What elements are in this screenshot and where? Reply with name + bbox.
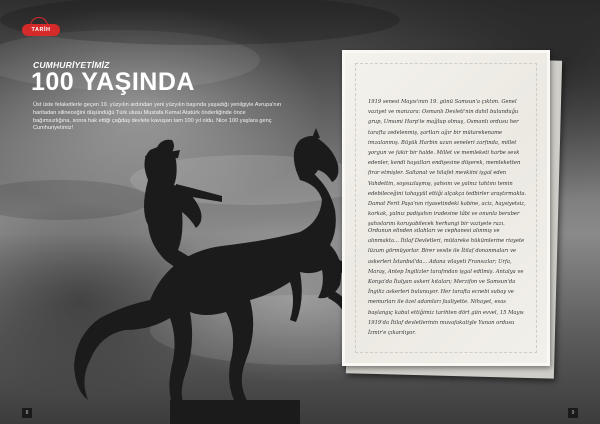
headline-kicker: CUMHURİYETİMİZ [33,60,110,70]
letter-paragraph-1: 1919 senesi Mayıs'ının 19. günü Samsun'a çıktım. Genel vaziyet ve manzara: Osmanlı Devleti'nin dahil bulunduğu grup, Umumi Harp'te mağlup olmuş, Osmanlı ordusu her tarafta zedelenmiş, şartları ağır bir mütarekename imzalanmış. Büyük Harbin uzun seneleri zarfında, millet yorgun ve fakir bir halde. Millet ve memleketi harbe sevk edenler, kendi hayatları endişesine düşerek, memleketten firar etmişler. Saltanat ve hilafet mevkiini işgal eden Vahdettin, soysuzlaşmış, şahsını ve yalnız tahtını temin edebileceğini tahayyül ettiği alçakça tedbirler araştırmakta. Damat Ferit Paşa'nın riyasetindeki kabine, aciz, haysiyetsiz, korkak, yalnız padişahın iradesine tâbi ve onunla beraber şahıslarını koruyabilecek herhangi bir vaziyete razı. [368,99,527,228]
intro-paragraph: Üst üste felaketlerle geçen 19. yüzyılın ardından yeni yüzyılın başında yaşadığı yenilgiyle Avrupa'nın haritadan silineceğini düşündüğü Türk ulusu Mustafa Kemal Atatürk önderliğinde önce bağımsızlığına, sonra hak ettiği çağdaş devlete kavuşan tam 100 yıl oldu. Nice 100 yaşlara genç Cumhuriyetimiz! [33,102,282,132]
page-number-right: 9 [568,408,578,418]
letter-paragraph-2: Ordunun elinden silahları ve cephanesi alınmış ve alınmakta... İtilaf Devletleri, mütareke hükümlerine riayete lüzum görmüyorlar. Birer vesile ile İtilaf donanmaları ve askerleri İstanbul'da... Adana vilayeti Fransızlar; Urfa, Maraş, Antep İngilizler tarafından işgal edilmiş. Antalya ve Konya'da İtalyan askeri kıtaları; Merzifon ve Samsun'da İngiliz askerleri bulunuyor. Her tarafta ecnebi subay ve memurları ile özel adamları faaliyette. Nihayet, esas başlangıç kabul ettiğimiz tarihten dört gün evvel, 15 Mayıs 1919'da İtilaf devletlerinin muvafakatiyle Yunan ordusu İzmir'e çıkarılıyor. [368,228,525,337]
section-badge: TARİH [22,24,60,36]
page-number-left: 8 [22,408,32,418]
page-title: 100 YAŞINDA [31,68,195,96]
